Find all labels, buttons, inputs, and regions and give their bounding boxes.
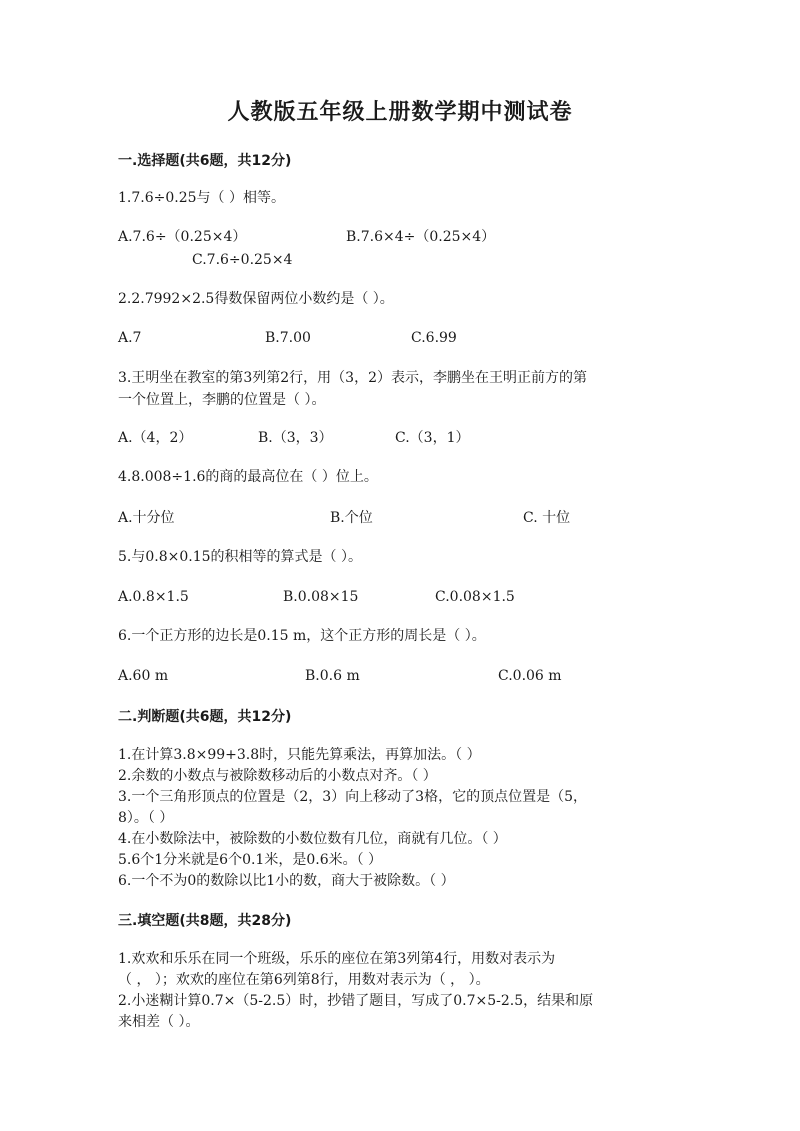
- judgement-line: 2.余数的小数点与被除数移动后的小数点对齐。（ ）: [118, 768, 437, 784]
- judgement-line: 1.在计算3.8×99+3.8时，只能先算乘法，再算加法。（ ）: [118, 747, 481, 763]
- page-title: 人教版五年级上册数学期中测试卷: [227, 99, 573, 125]
- option-1c: C.7.6÷0.25×4: [192, 252, 293, 268]
- option-5b: B.0.08×15: [283, 589, 359, 605]
- judgement-line: 4.在小数除法中，被除数的小数位数有几位，商就有几位。（ ）: [118, 831, 507, 847]
- question-1: 1.7.6÷0.25与（ ）相等。: [118, 190, 285, 206]
- question-3-line-2: 一个位置上，李鹏的位置是（ ）。: [118, 392, 326, 408]
- option-2c: C.6.99: [411, 330, 457, 346]
- fill-in-line: 2.小迷糊计算0.7×（5-2.5）时，抄错了题目，写成了0.7×5-2.5，结果和原: [118, 993, 594, 1009]
- question-3-line-1: 3.王明坐在教室的第3列第2行，用（3，2）表示，李鹏坐在王明正前方的第: [118, 370, 587, 386]
- option-3b: B.（3，3）: [258, 430, 333, 446]
- option-5a: A.0.8×1.5: [118, 589, 189, 605]
- option-4c: C. 十位: [523, 510, 571, 526]
- judgement-line: 6.一个不为0的数除以比1小的数，商大于被除数。（ ）: [118, 873, 455, 889]
- judgement-line: 5.6个1分米就是6个0.1米，是0.6米。（ ）: [118, 852, 383, 868]
- judgement-line: 8）。（ ）: [118, 810, 174, 826]
- option-6c: C.0.06 m: [498, 668, 562, 684]
- question-2: 2.2.7992×2.5得数保留两位小数约是（ ）。: [118, 291, 394, 307]
- section-heading-judgement: 二.判断题(共6题，共12分): [118, 709, 292, 725]
- question-4: 4.8.008÷1.6的商的最高位在（ ）位上。: [118, 469, 378, 485]
- option-2a: A.7: [118, 330, 142, 346]
- option-1b: B.7.6×4÷（0.25×4）: [346, 229, 496, 245]
- option-6b: B.0.6 m: [305, 668, 360, 684]
- option-3c: C.（3，1）: [395, 430, 470, 446]
- judgement-line: 3.一个三角形顶点的位置是（2，3）向上移动了3格，它的顶点位置是（5，: [118, 789, 587, 805]
- option-4b: B.个位: [330, 510, 373, 526]
- fill-in-line: 1.欢欢和乐乐在同一个班级，乐乐的座位在第3列第4行，用数对表示为: [118, 951, 556, 967]
- option-4a: A.十分位: [118, 510, 175, 526]
- option-1a: A.7.6÷（0.25×4）: [118, 229, 247, 245]
- section-heading-choice: 一.选择题(共6题，共12分): [118, 153, 292, 169]
- option-5c: C.0.08×1.5: [435, 589, 515, 605]
- option-6a: A.60 m: [118, 668, 169, 684]
- option-2b: B.7.00: [265, 330, 311, 346]
- question-6: 6.一个正方形的边长是0.15 m，这个正方形的周长是（ ）。: [118, 628, 486, 644]
- option-3a: A.（4，2）: [118, 430, 193, 446]
- question-5: 5.与0.8×0.15的积相等的算式是（ ）。: [118, 549, 362, 565]
- section-heading-fill-in: 三.填空题(共8题，共28分): [118, 913, 292, 929]
- fill-in-line: 来相差（ ）。: [118, 1014, 200, 1030]
- fill-in-line: （ ， ）；欢欢的座位在第6列第8行，用数对表示为（ ， ）。: [118, 972, 490, 988]
